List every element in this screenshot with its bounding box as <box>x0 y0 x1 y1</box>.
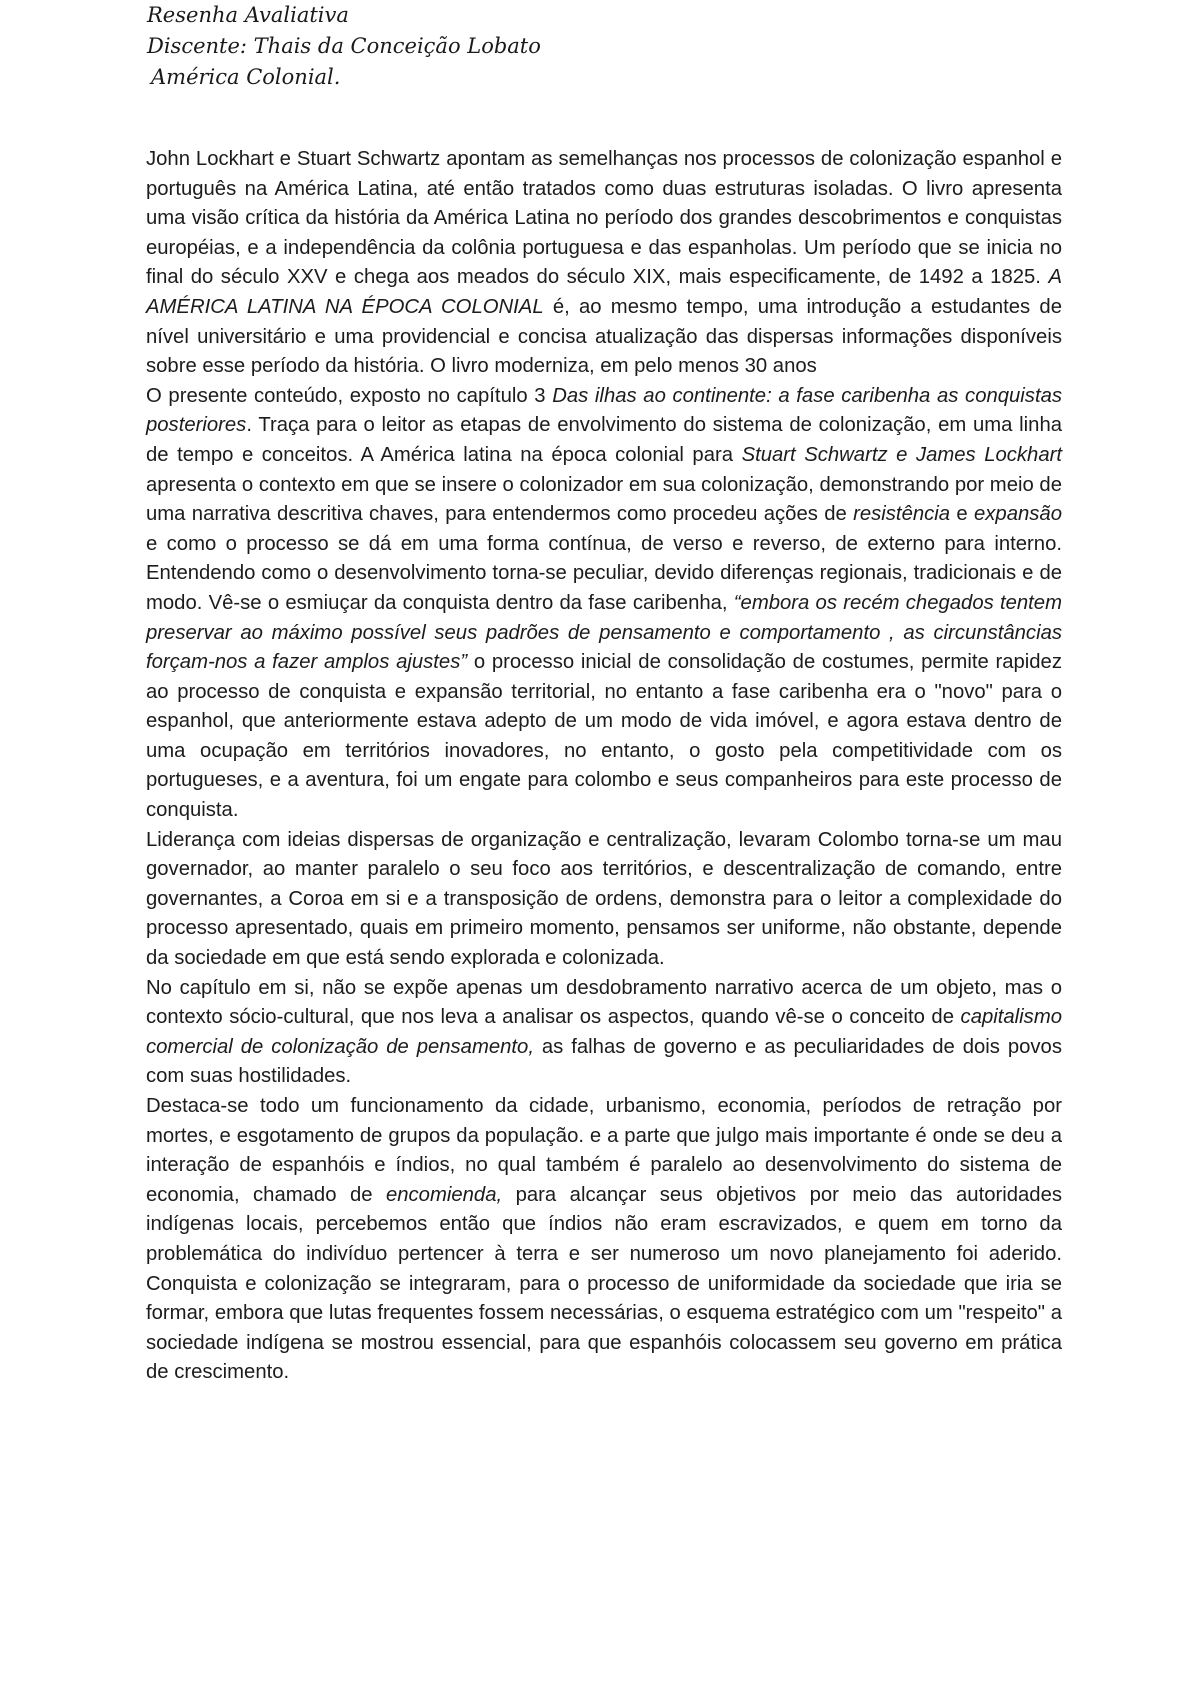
text-span: . Traça para o leitor as etapas de envolvimento do sistema de colonização, em uma linha de tempo e conceitos. A América latina na época colonial para <box>146 414 1062 466</box>
document-header <box>147 0 747 93</box>
text-span: para alcançar seus objetivos por meio das autoridades indígenas locais, percebemos então que índios não eram escravizados, e quem em torno da problemática do indivíduo pertencer à terra e ser numeroso um novo planejamento foi aderido. Conquista e colonização se integraram, para o processo de uniformidade da sociedade que iria se formar, embora que lutas frequentes fossem necessárias, o esquema estratégico com um "respeito" a sociedade indígena se mostrou essencial, para que espanhóis colocassem seu governo em prática de crescimento. <box>146 1183 1062 1384</box>
review-title: Resenha Avaliativa <box>147 3 349 27</box>
italic-span: A AMÉRICA LATINA NA ÉPOCA COLONIAL <box>146 266 1062 318</box>
italic-span: “embora os recém chegados tentem preservar ao máximo possível seus padrões de pensamento e comportamento , as circunstâncias forçam-nos a fazer amplos ajustes” <box>146 591 1062 674</box>
paragraph-5 <box>146 1092 1062 1388</box>
text-span: John Lockhart e Stuart Schwartz apontam as semelhanças nos processos de colonização espanhol e português na América Latina, até então tratados como duas estruturas isoladas. O livro apresenta uma visão crítica da história da América Latina no período dos grandes descobrimentos e conquistas européias, e a independência da colônia portuguesa e das espanholas. Um período que se inicia no final do século XXV e chega aos meados do século XIX, mais especificamente, de 1492 a 1825. <box>146 148 1062 289</box>
text-span: e como o processo se dá em uma forma contínua, de verso e reverso, de externo para interno. Entendendo como o desenvolvimento torna-se peculiar, devido diferenças regionais, tradicionais e de modo. Vê-se o esmiuçar da conquista dentro da fase caribenha, <box>146 532 1062 614</box>
text-span: Liderança com ideias dispersas de organização e centralização, levaram Colombo torna-se um mau governador, ao manter paralelo o seu foco aos territórios, e descentralização de comando, entre governantes, a Coroa em si e a transposição de ordens, demonstra para o leitor a complexidade do processo apresentado, quais em primeiro momento, pensamos ser uniforme, não obstante, depende da sociedade em que está sendo explorada e colonizada. <box>146 828 1062 970</box>
italic-span: encomienda, <box>385 1183 503 1206</box>
text-span: e <box>950 503 975 526</box>
italic-span: capitalismo comercial de colonização de pensamento, <box>146 1006 1062 1058</box>
italic-span: resistência <box>853 503 951 526</box>
paragraph-4 <box>146 974 1062 1092</box>
italic-span: Das ilhas ao continente: a fase caribenha as conquistas posteriores <box>146 384 1063 437</box>
student-name: Discente: Thais da Conceição Lobato <box>147 34 541 58</box>
italic-span: expansão <box>974 503 1062 526</box>
text-span: No capítulo em si, não se expõe apenas um desdobramento narrativo acerca de um objeto, mas o contexto sócio-cultural, que nos leva a analisar os aspectos, quando vê-se o conceito de <box>146 976 1062 1029</box>
paragraph-2 <box>146 382 1062 826</box>
italic-span: Stuart Schwartz e James Lockhart <box>741 443 1062 466</box>
text-span: o processo inicial de consolidação de costumes, permite rapidez ao processo de conquista e expansão territorial, no entanto a fase caribenha era o "novo" para o espanhol, que anteriormente estava adepto de um modo de vida imóvel, e agora estava dentro de uma ocupação em territórios inovadores, no entanto, o gosto pela competitividade com os portugueses, e a aventura, foi um engate para colombo e seus companheiros para este processo de conquista. <box>146 651 1062 822</box>
review-body <box>146 145 1062 1388</box>
paragraph-1 <box>146 145 1062 382</box>
text-span: O presente conteúdo, exposto no capítulo 3 <box>146 384 553 407</box>
course-name: América Colonial. <box>151 65 341 89</box>
text-span: apresenta o contexto em que se insere o colonizador em sua colonização, demonstrando por meio de uma narrativa descritiva chaves, para entendermos como procedeu ações de <box>146 473 1062 526</box>
text-span: é, ao mesmo tempo, uma introdução a estudantes de nível universitário e uma providencial e concisa atualização das dispersas informações disponíveis sobre esse período da história. O livro moderniza, em pelo menos 30 anos <box>146 295 1062 378</box>
text-span: Destaca-se todo um funcionamento da cidade, urbanismo, economia, períodos de retração por mortes, e esgotamento de grupos da população. e a parte que julgo mais importante é onde se deu a interação de espanhóis e índios, no qual também é paralelo ao desenvolvimento do sistema de economia, chamado de <box>146 1095 1062 1206</box>
paragraph-3 <box>146 826 1062 974</box>
text-span: as falhas de governo e as peculiaridades de dois povos com suas hostilidades. <box>146 1035 1062 1088</box>
